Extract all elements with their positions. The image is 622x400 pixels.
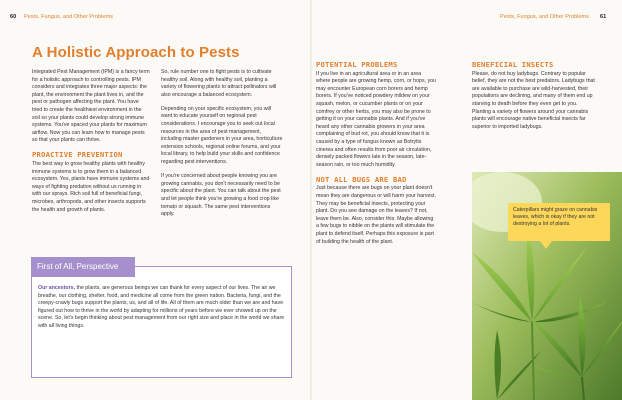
caterpillar-callout: Caterpillars might graze on cannabis leaves, which is okay if they are not destroying a lot of plants. [508, 203, 610, 241]
left-column-1 [32, 69, 150, 221]
page-number-right: 61 [600, 14, 607, 20]
beneficial-paragraph: Please, do not buy ladybugs. Contrary to popular belief, they are not the best predators. Ladybugs that are available to purchase are wild-harvested, their populations are declining, and many of them end up starving to death before they even get to you. Planting a variety of flowers around your cannabis plants will encourage native beneficial insects far superior to imported ladybugs. [472, 70, 595, 130]
perspective-box-body: the plants, are generous beings we can thank for every aspect of our lives. The air we breathe, our clothing, shelter, food, and medicine all come from the green nation. Bacteria, fungi, and the creepy-crawly bugs support the plants, us, and all of life. All of them are much older than we are and have figured out how to thrive in the world by adapting for millions of years before we ever showed up on the scene. So, let's begin thinking about pest management from our right size and place in the world we share with all living things. [38, 285, 285, 329]
section-heading-proactive: PROACTIVE PREVENTION [32, 150, 123, 160]
perspective-box-lead: Our ancestors, [38, 285, 76, 291]
running-head-right: Pests, Fungus, and Other Problems [500, 14, 589, 20]
not-all-bugs-paragraph: Just because there are bugs on your plant doesn't mean they are dangerous or will harm your harvest. They may be beneficial insects, protecting your plant. Do you see damage on the leaves? If not, leave them be. Also, consider this: Maybe allowing a few bugs to nibble on the plants will stimulate the plant to defend itself. Perhaps this exposure is part of building the health of the plant. [316, 185, 436, 245]
section-heading-not-all-bugs: NOT ALL BUGS ARE BAD [316, 174, 407, 184]
perspective-box-text [38, 285, 286, 330]
section-heading-beneficial: BENEFICIAL INSECTS [472, 60, 554, 69]
right-column-2 [472, 60, 596, 138]
right-column-1 [316, 60, 436, 253]
potential-paragraph: If you live in an agricultural area or in an area where people are growing hemp, corn, or hops, you may encounter European corn borers and hemp borers. If you've noticed powdery mildew on your squash, melon, or cucumber plants or on your comfrey or other herbs, you may also be prone to getting it on your cannabis plants. And if you've heard any other cannabis growers in your area complaining of bud rot, you should know that it is caused by a type of fungus known as Botrytis cinerea and often results from poor air circulation, densely packed flowers late in the season, late-season rain, or too much humidity. [316, 70, 436, 168]
intro-paragraph: Integrated Pest Management (IPM) is a fancy term for a holistic approach to controlling pests. IPM considers and integrates three major aspects: the plant, the environment the plant lives in, and the pest or pathogen affecting the plant. You have tried to create the healthiest environment in the soil so your plants could develop strong immune systems. You've spaced your plants for maximum airflow. Now you can learn how to manage pests so that your plants can thrive. [32, 69, 150, 144]
page-number-left: 60 [10, 14, 17, 20]
proactive-paragraph: The best way to grow healthy plants with healthy immune systems is to grow them in a balanced ecosystem. Yes, plants have immune systems and ways of fighting predation without us running in with our sprays. Rich soil full of beneficial fungi, microbes, arthropods, and other insects supports the health and growth of plants. [32, 161, 150, 213]
perspective-box-title: First of All, Perspective [31, 257, 135, 277]
callout-pointer [540, 241, 552, 249]
running-head-left: Pests, Fungus, and Other Problems [24, 14, 113, 20]
section-heading-potential: POTENTIAL PROBLEMS [316, 60, 398, 69]
page-title: A Holistic Approach to Pests [32, 44, 240, 61]
left-column-2 [161, 69, 283, 225]
soil-paragraph: So, rule number one to fight pests is to cultivate healthy soil. Along with healthy soil, planting a variety of flowering plants to attract pollinators will also encourage a balanced ecosystem. [161, 69, 277, 98]
gutter [310, 0, 312, 400]
privacy-paragraph: If you're concerned about people knowing you are growing cannabis, you don't necessarily need to be specific about the plant. You can talk about the pest and let people think you're growing a food crop like tomato or squash. The same pest interventions apply. [161, 173, 281, 218]
ecosystem-paragraph: Depending on your specific ecosystem, you will want to educate yourself on regional pest considerations. I encourage you to seek out local resources in the area of pest management, including master gardeners in your area, horticulture extension schools, regional online forums, and your local library, to help build your skills and confidence regarding pest interventions. [161, 105, 283, 166]
